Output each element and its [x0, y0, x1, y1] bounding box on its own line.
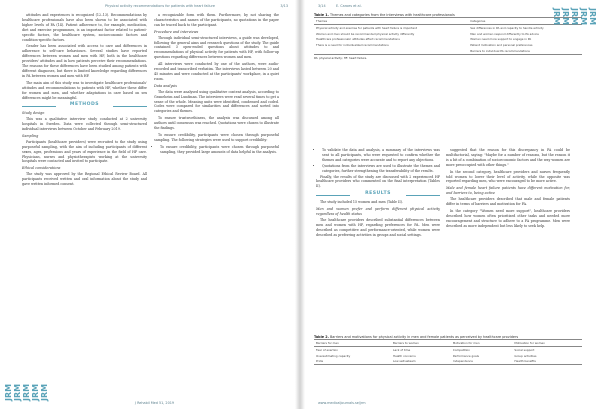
table-row	[314, 359, 582, 365]
paragraph: The healthcare providers described that male and female patients differ in terms of barriers and motivation for PA.	[446, 197, 570, 207]
left-column-1	[22, 13, 147, 189]
table-2	[314, 335, 582, 365]
right-page	[300, 0, 600, 409]
column-header: Motivation for men	[451, 340, 513, 347]
paragraph: In the category "Women need more support", healthcare providers described how women often prioritised other tasks and needed more encouragement and structure to adhere to a PA programme. Men were described as more independent but less likely to seek help.	[446, 208, 570, 228]
right-column-1	[316, 148, 440, 240]
table-cell: Pride	[314, 359, 391, 365]
table-cell: Women and men should be recommended physical activity differently	[316, 31, 415, 36]
running-footer: www.medicaljournals.se/jrm	[318, 401, 366, 405]
table-cell: Women need more support to engage in PA	[470, 37, 532, 42]
table-cell: Independence	[451, 359, 513, 365]
paragraph: All interviews were conducted by one of the authors, were audio-recorded and transcribed verbatim. The interviews lasted between 20 and 45 minutes and were conducted at the participants' workplace, in a quiet room.	[154, 62, 279, 81]
table-caption-text: Barriers and motivations for physical activity in men and female patients as perceived by healthcare providers	[329, 335, 519, 339]
running-header: E. Caroes et al.	[336, 4, 362, 8]
paragraph: Through individual semi-structured interviews, a guide was developed, following the general aims and research questions of the study. The guide contained 3 open-ended questions about attitudes to and recommendations of physical activity for patients with HF, with follow-up questions regarding differences between women and men.	[154, 35, 279, 60]
side-logo-text: JRM	[22, 383, 31, 401]
subheading: Data analysis	[154, 83, 177, 88]
side-logo-text: JRM	[570, 8, 579, 26]
table-cell: Lack of time	[393, 347, 411, 352]
subheading: Study design	[22, 111, 45, 116]
column-header: Themes	[314, 18, 468, 25]
paragraph: Gender has been associated with access to care and differences in adherence to self-care behaviours. Several studies have reported differences between women and men with HF, both in the healthcare providers' attitudes and in how patients perceive their recommendations. The reasons for these differences have been studied among patients with different diagnoses, but there is limited knowledge regarding differences in PA between women and men with HF.	[22, 44, 147, 78]
running-footer: J Rehabil Med 51, 2019	[135, 401, 175, 405]
left-column-2	[154, 13, 279, 156]
table-1	[314, 13, 582, 60]
table-cell: Low self-esteem	[391, 359, 451, 365]
themes-table	[314, 17, 582, 55]
table-header-row	[314, 18, 582, 25]
side-logo-text: JRM	[40, 383, 49, 401]
table-cell	[314, 48, 468, 54]
paragraph: The healthcare providers described substantial differences between men and women with HF, regarding preferences for PA. Men were described as competitive and performance-oriented, while women were described as preferring activities in groups and social settings.	[316, 217, 440, 237]
paragraph: This was a qualitative interview study conducted at 2 university hospitals in Sweden. Data were collected through semi-structured individual interviews between October and February 2019.	[22, 117, 147, 132]
column-header: Barriers for men	[314, 340, 391, 347]
section-heading-methods: METHODS	[22, 103, 147, 108]
page-number: 3/13	[280, 4, 288, 8]
paragraph: a recognizable form with them. Furthermore, by not sharing the characteristics and names of the participants, no quotations in the paper can be traced back to the participant.	[154, 13, 279, 27]
side-logo-text: JRM	[552, 8, 561, 26]
table-cell: Fear of exertion	[316, 347, 338, 352]
subheading: Procedure and interviews	[154, 29, 199, 34]
bullet-list	[154, 145, 279, 155]
side-logo-text: JRM	[31, 383, 40, 401]
table-header-row	[314, 340, 582, 347]
side-logo-text: JRM	[4, 383, 13, 401]
subheading: Men and women prefer and perform different physical activity regardless of health status	[316, 207, 440, 216]
paragraph: The main aim of this study was to investigate healthcare professionals' attitudes and recommendations to patients with HF, whether these differ for women and men, and whether adaptations in care based on sex differences might be meaningful.	[22, 80, 147, 100]
table-label: Table 2.	[314, 335, 329, 339]
section-heading-results: RESULTS	[316, 192, 440, 197]
side-logo-text: JRM	[588, 8, 597, 26]
table-cell: Physical activity and exercise for patients with heart failure is important	[316, 25, 417, 30]
paragraph: Participants (healthcare providers) were recruited to the study using purposeful sampling, with the aim of including participants of different sexes, ages, professions and years of experience in the field of HF care. Physicians, nurses and physiotherapists working at the university hospitals were contacted and invited to participate.	[22, 139, 147, 164]
paragraph: suggested that the reason for this discrepancy in PA could be multifactorial, saying: "Maybe for a number of reasons, but the reason it is a bit of a combination of socioeconomic factors and the way women are more preoccupied with other things."	[446, 148, 570, 167]
paragraph: To ensure credibility, participants were chosen through purposeful sampling. The following strategies were used to support credibility:	[154, 132, 279, 142]
subheading: Male and female heart failure patients have different motivation for, and barriers to, being active	[446, 186, 570, 196]
table-cell: Competition	[452, 347, 471, 352]
bullet-list	[316, 148, 440, 174]
table-caption-text: Themes and categories from the interviews with healthcare professionals	[329, 13, 455, 17]
table-label: Table 1.	[314, 13, 329, 17]
table-cell: Overestimating capacity	[316, 353, 351, 358]
table-cell: Performance goals	[452, 353, 479, 358]
table-cell: Group activities	[514, 353, 537, 358]
table-cell: Barriers to individual PA recommendations	[468, 48, 582, 54]
side-logo-text: JRM	[561, 8, 570, 26]
side-logo-text: JRM	[13, 383, 22, 401]
table-row	[314, 48, 582, 54]
bullet-item: • Quotations from the interviews are used to illustrate the themes and categories, further strengthening the transferability of the results.	[322, 164, 440, 174]
journal-side-logo	[552, 0, 597, 409]
bullet-item: • To validate the data and analysis, a summary of the interviews was sent to all participants, who were requested to confirm whether the themes and categories were accurate and to report any objections.	[322, 148, 440, 163]
barriers-table	[314, 339, 582, 365]
table-note: PA: physical activity; HF: heart failure.	[314, 55, 368, 60]
bullet-item: • To ensure credibility, participants were chosen through purposeful sampling, they provided large amounts of data helpful in the analysis.	[160, 145, 279, 155]
table-cell: Social support	[514, 347, 535, 352]
page-number: 3/14	[318, 4, 326, 8]
table-cell: Health concerns	[393, 353, 416, 358]
column-header: Categories	[468, 18, 582, 25]
table-cell: There is a need for individualized recommendations	[316, 43, 389, 48]
table-cell: Healthcare professionals' attitudes affect recommendations	[316, 37, 400, 42]
subheading: Ethical considerations	[22, 166, 61, 171]
subheading: Sampling	[22, 133, 39, 138]
paragraph: The data were analysed using qualitative content analysis, according to Graneheim and Lundman. The interviews were read several times to get a sense of the whole. Meaning units were identified, condensed and coded. Codes were compared for similarities and differences and sorted into categories and themes.	[154, 89, 279, 114]
side-logo-text: JRM	[579, 8, 588, 26]
table-cell: Health benefits	[512, 359, 582, 365]
running-header: Physical activity recommendations for patients with heart failure	[105, 4, 215, 8]
table-cell: Men and women respond differently to PA advice	[470, 31, 539, 36]
paragraph: The study was approved by the Regional Ethical Review Board. All participants received written and oral information about the study and gave written informed consent.	[22, 172, 147, 187]
table-cell: Patient motivation and personal preferences	[470, 43, 533, 48]
table-cell: Sex differences in PA and capacity to handle activity	[470, 25, 544, 30]
paragraph: In the second category, healthcare providers and nurses frequently told women to lower their level of activity, while the opposite was reported regarding men, who were encouraged to be more active.	[446, 169, 570, 184]
paragraph: attitudes and experiences is recognized (12–13). Recommendations by healthcare professionals have also been shown to be associated with higher levels of PA (14). Patient adherence to, for example, medication, diet and exercise programmes, is an important factor related to patient-specific factors, the healthcare system, socioeconomic factors and condition-specific factors.	[22, 13, 147, 42]
paragraph: To ensure trustworthiness, the analysis was discussed among all authors until consensus was reached. Quotations were chosen to illustrate the findings.	[154, 116, 279, 131]
paragraph: Finally, the results of the study are discussed with 2 experienced HF healthcare providers who commented on the final interpretation (Tables II).	[316, 174, 440, 189]
column-header: Barriers to women	[391, 340, 451, 347]
paragraph: The study included 15 women and men (Table II).	[320, 200, 403, 205]
column-header: Motivation for women	[512, 340, 582, 347]
